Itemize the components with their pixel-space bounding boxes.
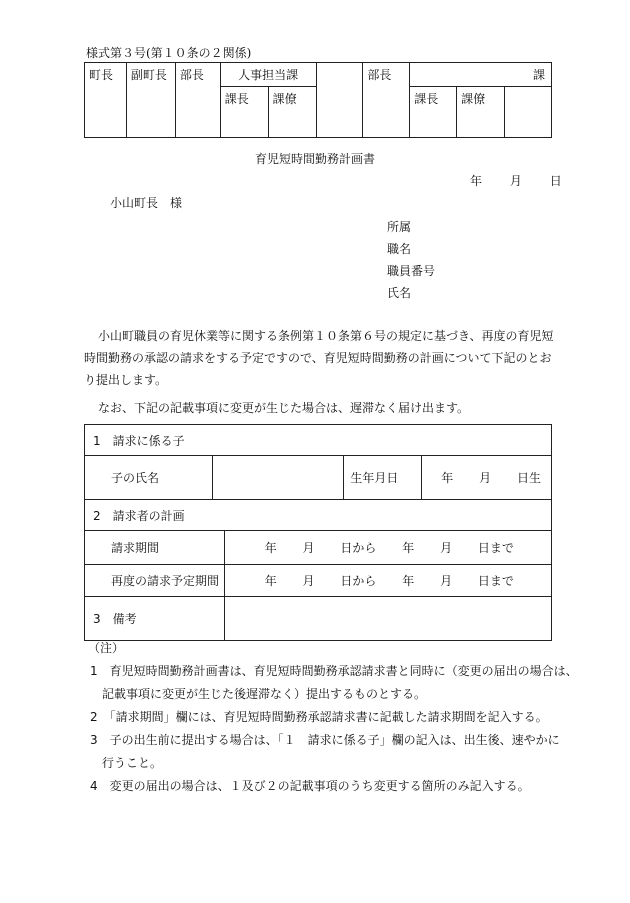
hr-chief-label: 課長 <box>224 92 249 106</box>
sec-staff-label: 課僚 <box>461 92 486 106</box>
child-name-label-cell <box>85 456 213 500</box>
birth-month: 月 <box>479 471 492 485</box>
next-request-label-cell <box>85 565 225 597</box>
section-2-label: 2 請求者の計画 <box>93 508 185 523</box>
hr-section-header <box>220 63 316 87</box>
stamp-cell-extra[interactable] <box>505 87 552 138</box>
section-suffix-label: 課 <box>532 68 545 82</box>
note-item-1-cont: 記載事項に変更が生じた後遅滞なく）提出するものとする。 <box>102 687 427 701</box>
next-period-month: 月 <box>302 574 315 588</box>
note-item-1: 1 育児短時間勤務計画書は、育児短時間勤務承認請求書と同時に（変更の届出の場合は、 <box>90 664 578 678</box>
request-period-label-cell <box>85 531 225 565</box>
stamp-cell-sec-chief[interactable] <box>410 87 457 138</box>
position-label: 職名 <box>387 242 412 256</box>
next-request-period-input[interactable] <box>224 565 551 597</box>
addressee: 小山町長 様 <box>110 196 183 210</box>
period-year-2: 年 <box>402 541 415 555</box>
period-until: 日まで <box>477 541 514 555</box>
mayor-label: 町長 <box>89 68 114 82</box>
body-paragraph-1: 小山町職員の育児休業等に関する条例第１０条第６号の規定に基づき、再度の育児短時間勤務の承認の請求をする予定ですので、育児短時間勤務の計画について下記のとおり提出します。 <box>84 329 554 387</box>
remarks-input[interactable] <box>224 597 551 641</box>
period-month: 月 <box>302 541 315 555</box>
notes-block <box>84 637 578 798</box>
stamp-cell-mayor[interactable] <box>85 63 127 138</box>
director-label: 部長 <box>179 68 204 82</box>
date-month: 月 <box>509 174 522 188</box>
stamp-cell-sec-staff[interactable] <box>457 87 505 138</box>
section-2-header <box>85 500 552 531</box>
period-from: 日から <box>340 541 377 555</box>
form-number: 様式第３号(第１０条の２関係) <box>86 46 252 60</box>
section-1-header <box>85 425 552 456</box>
stamp-cell-deputy-mayor[interactable] <box>126 63 175 138</box>
request-period-label: 請求期間 <box>111 541 160 555</box>
stamp-cell-blank[interactable] <box>316 63 363 138</box>
period-year: 年 <box>264 541 277 555</box>
plan-form-table <box>84 424 552 641</box>
next-period-from: 日から <box>340 574 377 588</box>
stamp-cell-director[interactable] <box>175 63 220 138</box>
request-period-input[interactable] <box>224 531 551 565</box>
sec-chief-label: 課長 <box>414 92 439 106</box>
child-name-input[interactable] <box>212 456 344 500</box>
hr-section-label: 人事担当課 <box>238 68 299 82</box>
period-month-2: 月 <box>440 541 453 555</box>
approval-stamp-table <box>84 62 552 138</box>
deputy-mayor-label: 副町長 <box>130 68 167 82</box>
birthdate-label: 生年月日 <box>350 471 399 485</box>
employee-number-label: 職員番号 <box>387 264 436 278</box>
child-name-label: 子の氏名 <box>111 471 160 485</box>
birth-year: 年 <box>441 471 454 485</box>
affiliation-label: 所属 <box>387 220 412 234</box>
next-period-year-2: 年 <box>402 574 415 588</box>
note-item-2: 2 「請求期間」欄には、育児短時間勤務承認請求書に記載した請求期間を記入する。 <box>90 710 548 724</box>
stamp-cell-hr-chief[interactable] <box>220 87 268 138</box>
birthdate-input[interactable] <box>422 456 552 500</box>
note-item-4: 4 変更の届出の場合は、１及び２の記載事項のうち変更する箇所のみ記入する。 <box>90 779 530 793</box>
section-1-label: 1 請求に係る子 <box>93 433 185 448</box>
hr-staff-label: 課僚 <box>272 92 297 106</box>
section-3-label: 3 備考 <box>93 612 137 626</box>
birthdate-label-cell <box>344 456 422 500</box>
date-year: 年 <box>470 174 483 188</box>
next-period-month-2: 月 <box>440 574 453 588</box>
next-period-year: 年 <box>264 574 277 588</box>
section-header <box>410 63 552 87</box>
note-item-3-cont: 行うこと。 <box>102 756 163 770</box>
section-3-header <box>85 597 225 641</box>
name-label: 氏名 <box>387 286 412 300</box>
director2-label: 部長 <box>367 68 392 82</box>
date-day: 日 <box>549 174 562 188</box>
notes-heading: （注） <box>88 641 125 655</box>
next-request-label: 再度の請求予定期間 <box>111 574 220 588</box>
stamp-cell-director-2[interactable] <box>363 63 410 138</box>
date-line <box>470 172 562 189</box>
next-period-until: 日まで <box>477 574 514 588</box>
document-title: 育児短時間勤務計画書 <box>254 152 375 166</box>
body-paragraph-2: なお、下記の記載事項に変更が生じた場合は、遅滞なく届け出ます。 <box>98 401 470 415</box>
stamp-cell-hr-staff[interactable] <box>268 87 316 138</box>
birth-day: 日生 <box>516 471 541 485</box>
note-item-3: 3 子の出生前に提出する場合は、「１ 請求に係る子」欄の記入は、出生後、速やかに <box>90 733 560 747</box>
